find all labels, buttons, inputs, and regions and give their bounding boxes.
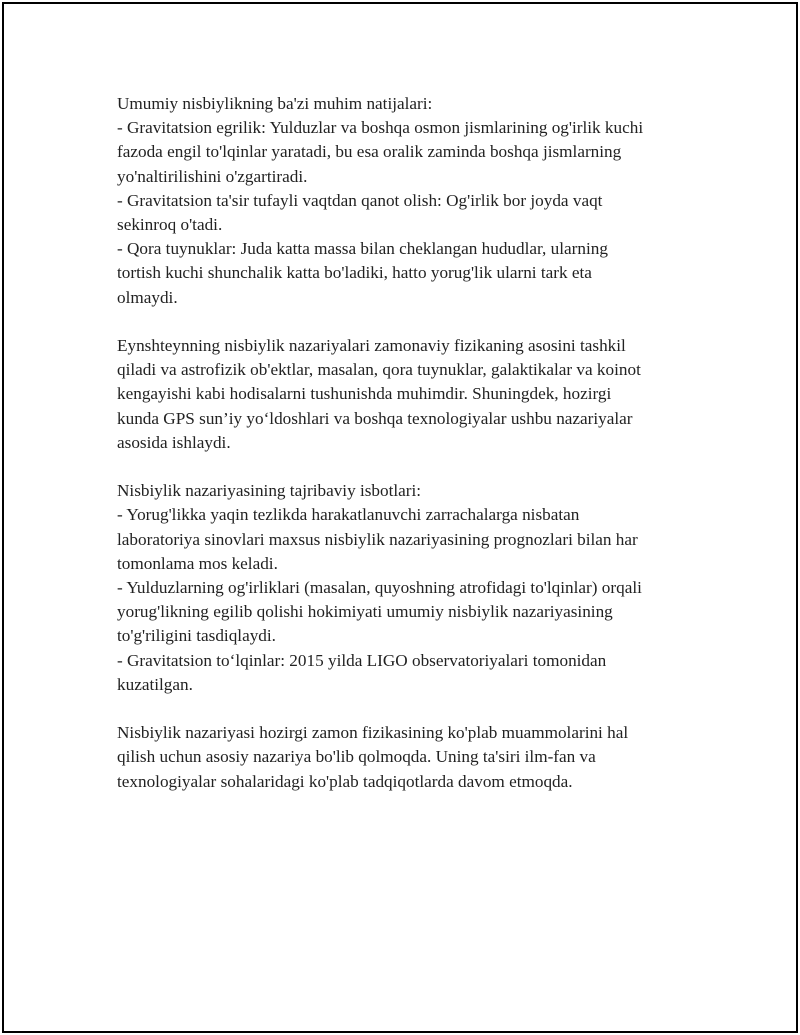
text-line: qiladi va astrofizik ob'ektlar, masalan, qora tuynuklar, galaktikalar va koinot — [117, 360, 641, 380]
paragraph-experimental-proofs — [117, 479, 697, 697]
text-line: - Yorug'likka yaqin tezlikda harakatlanuvchi zarrachalarga nisbatan — [117, 505, 580, 525]
text-line: asosida ishlaydi. — [117, 432, 231, 452]
text-line: - Yulduzlarning og'irliklari (masalan, quyoshning atrofidagi to'lqinlar) orqali — [117, 578, 642, 598]
text-line: - Gravitatsion to‘lqinlar: 2015 yilda LIGO observatoriyalari tomonidan — [117, 650, 607, 670]
text-line: yorug'likning egilib qolishi hokimiyati umumiy nisbiylik nazariyasining — [117, 602, 613, 622]
text-line: yo'naltirilishini o'zgartiradi. — [117, 166, 308, 186]
text-line: kuzatilgan. — [117, 674, 193, 694]
text-line: olmaydi. — [117, 287, 178, 307]
text-line: - Gravitatsion ta'sir tufayli vaqtdan qanot olish: Og'irlik bor joyda vaqt — [117, 190, 603, 210]
paragraph-conclusion — [117, 721, 697, 794]
text-line: tortish kuchi shunchalik katta bo'ladiki, hatto yorug'lik ularni tark eta — [117, 263, 592, 283]
text-line: Nisbiylik nazariyasining tajribaviy isbotlari: — [117, 481, 422, 501]
text-line: tomonlama mos keladi. — [117, 553, 278, 573]
text-line: to'g'riligini tasdiqlaydi. — [117, 626, 276, 646]
text-line: Eynshteynning nisbiylik nazariyalari zamonaviy fizikaning asosini tashkil — [117, 336, 626, 356]
text-line: kengayishi kabi hodisalarni tushunishda muhimdir. Shuningdek, hozirgi — [117, 384, 612, 404]
text-line: Nisbiylik nazariyasi hozirgi zamon fizikasining ko'plab muammolarini hal — [117, 723, 629, 743]
paragraph-general-relativity-results — [117, 92, 697, 310]
text-line: fazoda engil to'lqinlar yaratadi, bu esa oralik zaminda boshqa jismlarning — [117, 142, 622, 162]
text-line: sekinroq o'tadi. — [117, 215, 223, 235]
paragraph-einstein-theories — [117, 334, 697, 455]
text-line: texnologiyalar sohalaridagi ko'plab tadqiqotlarda davom etmoqda. — [117, 771, 573, 791]
text-line: Umumiy nisbiylikning ba'zi muhim natijalari: — [117, 94, 433, 113]
text-line: - Qora tuynuklar: Juda katta massa bilan cheklangan hududlar, ularning — [117, 239, 608, 259]
text-line: laboratoriya sinovlari maxsus nisbiylik nazariyasining prognozlari bilan har — [117, 529, 638, 549]
text-line: - Gravitatsion egrilik: Yulduzlar va boshqa osmon jismlarining og'irlik kuchi — [117, 118, 644, 138]
document-body — [117, 92, 697, 818]
text-line: kunda GPS sun’iy yo‘ldoshlari va boshqa texnologiyalar ushbu nazariyalar — [117, 408, 633, 428]
text-line: qilish uchun asosiy nazariya bo'lib qolmoqda. Uning ta'siri ilm-fan va — [117, 747, 596, 767]
